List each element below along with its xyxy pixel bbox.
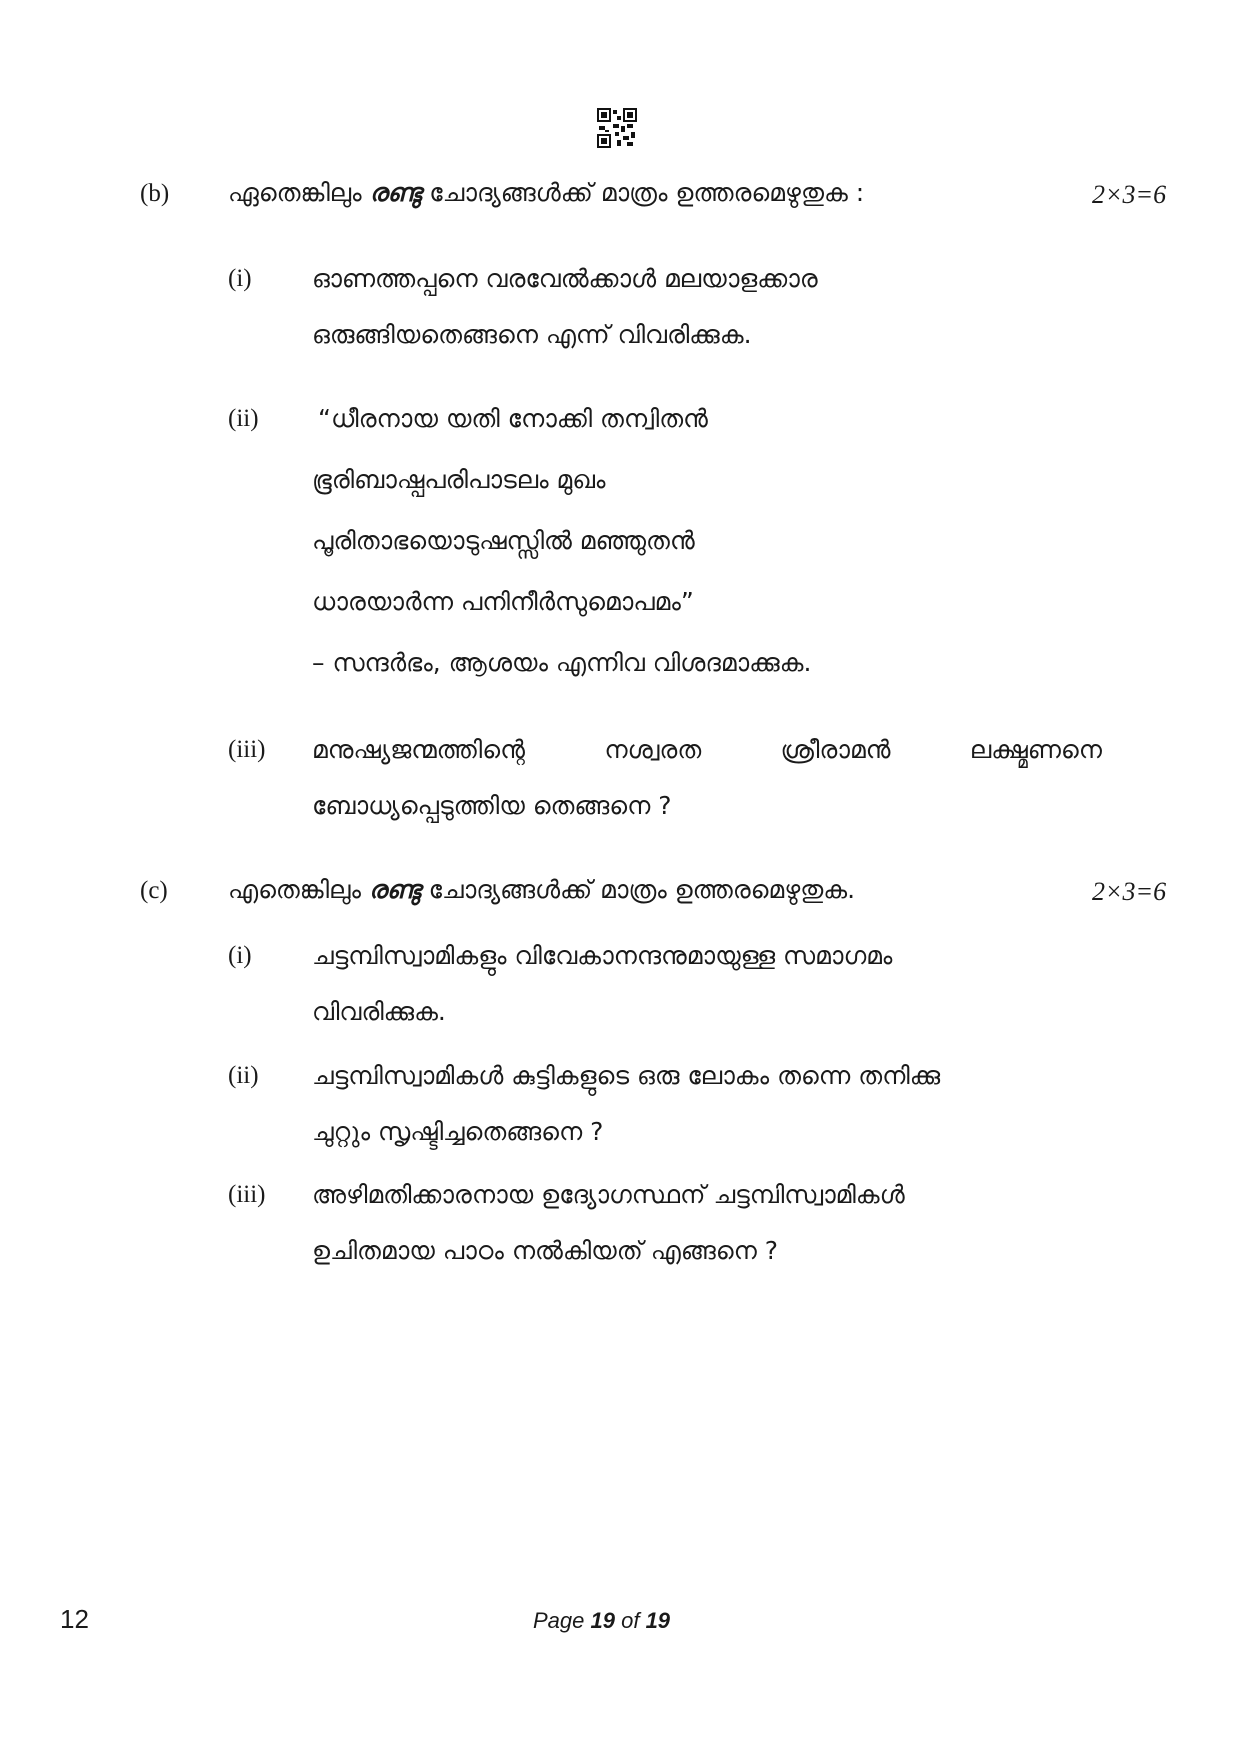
question-number: (iii)	[228, 736, 266, 763]
word: മനുഷ്യജന്മത്തിന്റെ	[312, 735, 525, 764]
question-number: (i)	[228, 942, 252, 969]
instruction-text: ചോദ്യങ്ങൾക്ക് മാത്രം ഉത്തരമെഴുതുക.	[420, 875, 856, 904]
section-c-label: (c)	[140, 877, 168, 904]
instruction-text: ചോദ്യങ്ങൾക്ക് മാത്രം ഉത്തരമെഴുതുക :	[421, 178, 865, 207]
question-line: ബോധ്യപ്പെടുത്തിയ തെങ്ങനെ ?	[312, 791, 672, 820]
instruction-emphasis: രണ്ടു	[369, 178, 422, 207]
question-number: (i)	[228, 265, 252, 292]
section-c-marks: 2×3=6	[1092, 877, 1167, 906]
question-line: – സന്ദർഭം, ആശയം എന്നിവ വിശദമാക്കുക.	[312, 648, 812, 677]
word: ശ്രീരാമൻ	[780, 735, 891, 764]
section-b-instruction	[228, 176, 864, 210]
instruction-emphasis: രണ്ടു	[368, 875, 421, 904]
page-word: Page	[533, 1608, 591, 1633]
question-line: ഉചിതമായ പാഠം നൽകിയത് എങ്ങനെ ?	[312, 1236, 778, 1265]
instruction-text: ഏതെങ്കിലും	[228, 178, 370, 207]
page-of: of	[614, 1608, 646, 1633]
question-number: (ii)	[228, 405, 259, 432]
verse-line: ധാരയാർന്ന പനിനീർസുമൊപമം”	[312, 587, 694, 616]
question-number: (ii)	[228, 1062, 259, 1089]
question-number: (iii)	[228, 1181, 266, 1208]
question-line: ഒരുങ്ങിയതെങ്ങനെ എന്ന് വിവരിക്കുക.	[312, 320, 752, 349]
question-line-justified	[312, 733, 1102, 767]
question-line: ചട്ടമ്പിസ്വാമികൾ കുട്ടികളുടെ ഒരു ലോകം തന്നെ തനിക്കു	[312, 1061, 941, 1090]
page-current: 19	[590, 1608, 615, 1633]
section-b-marks: 2×3=6	[1092, 180, 1167, 209]
question-line: ഓണത്തപ്പനെ വരവേൽക്കാൾ മലയാളക്കാര	[312, 264, 818, 293]
page-number	[533, 1608, 670, 1634]
question-line: അഴിമതിക്കാരനായ ഉദ്യോഗസ്ഥന് ചട്ടമ്പിസ്വാമികൾ	[312, 1180, 905, 1209]
verse-line: ഭൂരിബാഷ്പപരിപാടലം മുഖം	[312, 465, 606, 494]
section-c-instruction	[228, 873, 855, 907]
word: നശ്വരത	[604, 735, 702, 764]
page-total: 19	[645, 1608, 671, 1633]
word: ലക്ഷ്മണനെ	[969, 735, 1102, 764]
paper-code: 12	[60, 1604, 89, 1634]
instruction-text: എതെങ്കിലും	[228, 875, 369, 904]
verse-line: “ധീരനായ യതി നോക്കി തന്വിതൻ	[318, 404, 708, 433]
qr-code-icon	[597, 108, 637, 148]
question-line: ചുറ്റും സൃഷ്ടിച്ചതെങ്ങനെ ?	[312, 1117, 604, 1146]
question-line: ചട്ടമ്പിസ്വാമികളും വിവേകാനന്ദനുമായുള്ള സമാഗമം	[312, 941, 893, 970]
question-line: വിവരിക്കുക.	[312, 997, 446, 1026]
section-b-label: (b)	[140, 180, 170, 207]
verse-line: പൂരിതാഭയൊടുഷസ്സിൽ മഞ്ഞുതൻ	[312, 526, 695, 555]
